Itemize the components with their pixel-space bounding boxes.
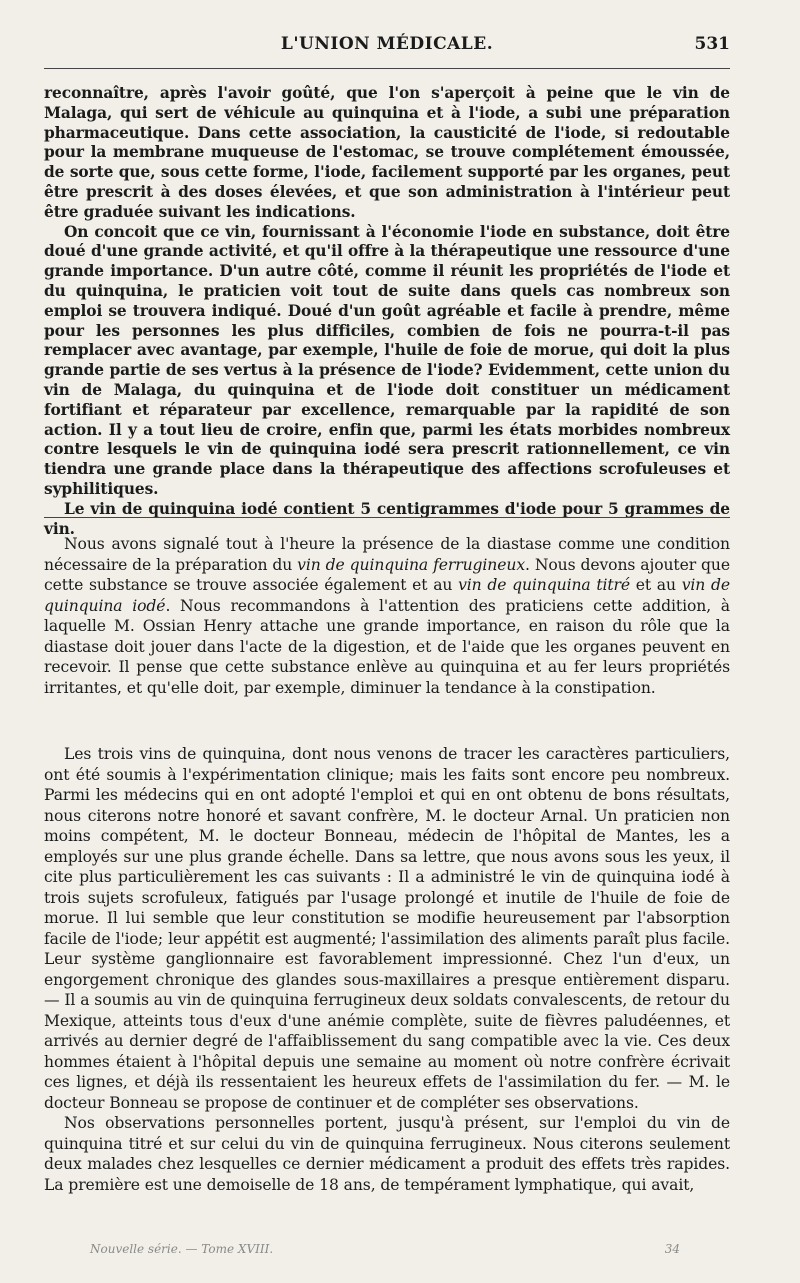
article-section-3 — [44, 744, 730, 1195]
paragraph: reconnaître, après l'avoir goûté, que l'on s'aperçoit à peine que le vin de Malaga, qui sert de véhicule au quinquina et à l'iode, a subi une préparation pharmaceutique. Dans cette association, la causticité de l'iode, si redoutable pour la membrane muqueuse de l'estomac, se trouve complétement émoussée, de sorte que, sous cette forme, l'iode, facilement supporté par les organes, peut être prescrit à des doses élevées, et que son administration à l'intérieur peut être graduée suivant les indications. — [44, 84, 730, 221]
text-run: . Nous recommandons à l'attention des praticiens cette addition, à laquelle M. Ossian Henry attache une grande importance, en raison du rôle que la diastase doit jouer dans l'acte de la digestion, et de l'aide que les organes peuvent en recevoir. Il pense que cette substance enlève au quinquina et au fer leurs propriétés irritantes, et qu'elle doit, par exemple, diminuer la tendance à la constipation. — [44, 596, 730, 697]
header-rule — [44, 68, 730, 69]
italic-term: vin de quinquina titré — [458, 576, 631, 594]
paragraph: On concoit que ce vin, fournissant à l'économie l'iode en substance, doit être doué d'une grande activité, et qu'il offre à la thérapeutique une ressource d'une grande importance. D'un autre côté, comme il réunit les propriétés de l'iode et du quinquina, le praticien voit tout de suite dans quels cas nombreux son emploi se trouvera indiqué. Doué d'un goût agréable et facile à prendre, même pour les personnes les plus difficiles, combien de fois ne pourra-t-il pas remplacer avec avantage, par exemple, l'huile de foie de morue, qui doit la plus grande partie de ses vertus à la présence de l'iode? Evidemment, cette union du vin de Malaga, du quinquina et de l'iode doit constituer un médicament fortifiant et réparateur par excellence, remarquable par la rapidité de son action. Il y a tout lieu de croire, enfin que, parmi les états morbides nombreux contre lesquels le vin de quinquina iodé sera prescrit rationnellement, ce vin tiendra une grande place dans la thérapeutique des affections scrofuleuses et syphilitiques. — [44, 222, 730, 498]
paragraph: Les trois vins de quinquina, dont nous venons de tracer les caractères particuliers, ont été soumis à l'expérimentation clinique; mais les faits sont encore peu nombreux. Parmi les médecins qui en ont adopté l'emploi et qui en ont obtenu de bons résultats, nous citerons notre honoré et savant confrère, M. le docteur Arnal. Un praticien non moins compétent, M. le docteur Bonneau, médecin de l'hôpital de Mantes, les a employés sur une plus grande échelle. Dans sa lettre, que nous avons sous les yeux, il cite plus particulièrement les cas suivants : Il a administré le vin de quinquina iodé à trois sujets scrofuleux, fatigués par l'usage prolongé et inutile de l'huile de foie de morue. Il lui semble que leur constitution se modifie heureusement par l'absorption facile de l'iode; leur appétit est augmenté; l'assimilation des aliments paraît plus facile. Leur système ganglionnaire est favorablement impressionné. Chez l'un d'eux, un engorgement chronique des glandes sous-maxillaires a presque entièrement disparu. — Il a soumis au vin de quinquina ferrugineux deux soldats convalescents, de retour du Mexique, atteints tous d'eux d'une anémie complète, suite de fièvres paludéennes, et arrivés au dernier degré de l'affaiblissement du sang compatible avec la vie. Ces deux hommes étaient à l'hôpital depuis une semaine au moment où notre confrère écrivait ces lignes, et déjà ils ressentaient les heureux effets de l'assimilation du fer. — M. le docteur Bonneau se propose de continuer et de compléter ses observations. — [44, 745, 730, 1112]
section-divider — [44, 517, 730, 518]
article-section-1 — [44, 84, 730, 539]
text-run: . Nous devons ajouter que cette substance se trouve associée également et au — [44, 555, 730, 594]
paragraph: Le vin de quinquina iodé contient 5 centigrammes d'iode pour 5 grammes de vin. — [44, 499, 730, 538]
paragraph: Nos observations personnelles portent, jusqu'à présent, sur l'emploi du vin de quinquina titré et sur celui du vin de quinquina ferrugineux. Nous citerons seulement deux malades chez lesquelles ce dernier médicament a produit des effets très rapides. La première est une demoiselle de 18 ans, de tempérament lymphatique, qui avait, — [44, 1114, 730, 1194]
paragraph — [44, 534, 730, 698]
signature-mark: 34 — [664, 1242, 680, 1256]
text-run: Nous avons signalé tout à l'heure la présence de la diastase comme une condition nécessaire de la préparation du — [44, 535, 730, 574]
text-run: et au — [630, 576, 682, 594]
journal-title: L'UNION MÉDICALE. — [280, 34, 494, 54]
page-number: 531 — [694, 34, 730, 54]
article-section-2 — [44, 534, 730, 698]
running-header — [44, 32, 730, 60]
page-footer — [90, 1242, 710, 1262]
series-note: Nouvelle série. — Tome XVIII. — [90, 1242, 274, 1256]
italic-term: vin de quinquina ferrugineux — [297, 555, 526, 574]
italic-term: vin de quinquina iodé — [44, 576, 730, 615]
